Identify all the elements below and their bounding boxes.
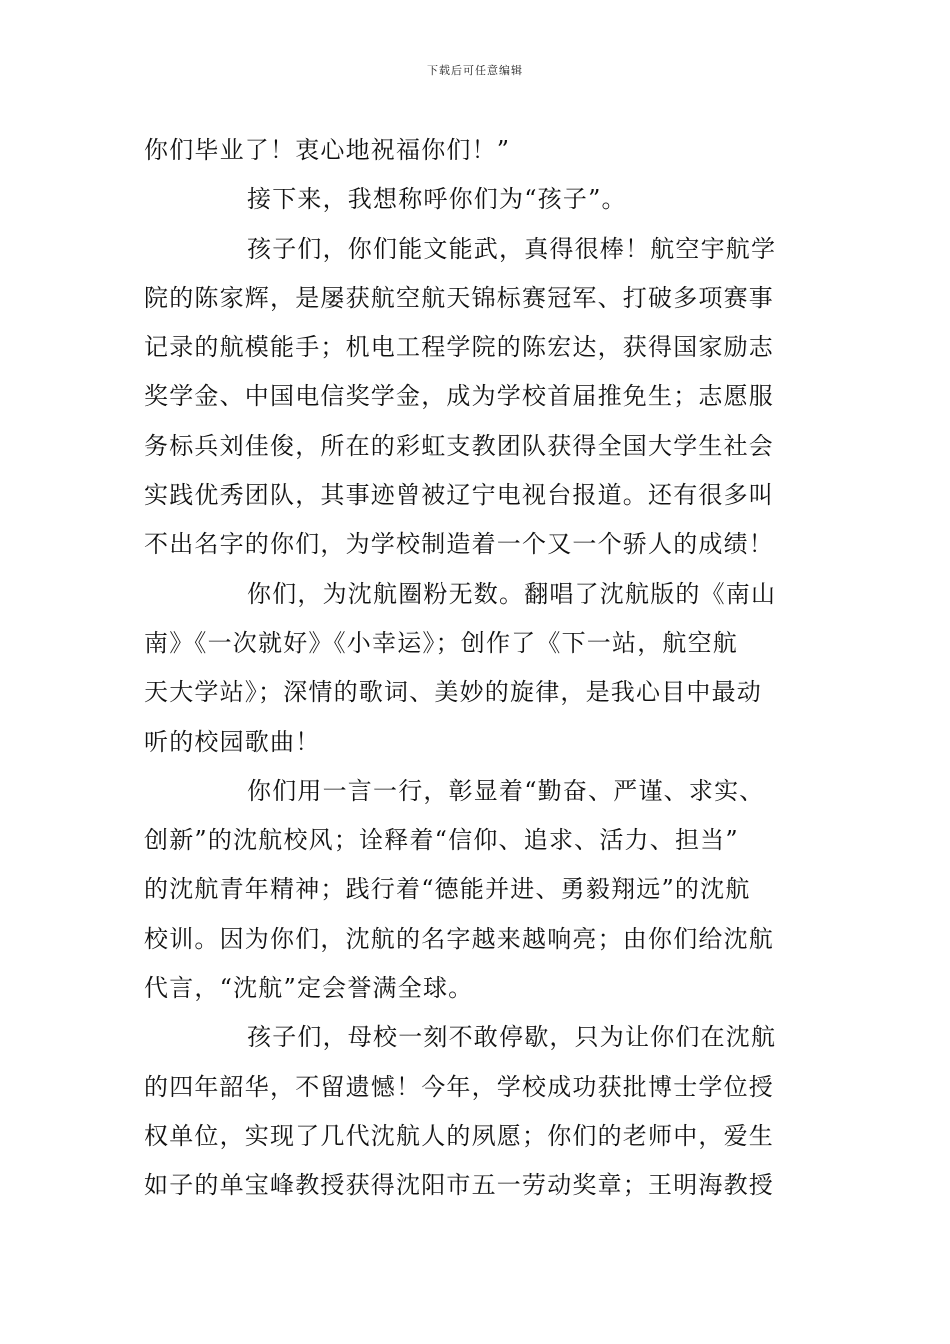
text-line: 实践优秀团队，其事迹曾被辽宁电视台报道。还有很多叫 [144,481,774,510]
text-line: 权单位，实现了几代沈航人的夙愿；你们的老师中，爱生 [144,1121,774,1150]
text-line: 校训。因为你们，沈航的名字越来越响亮；由你们给沈航 [144,924,774,953]
text-line: 你们用一言一行，彰显着“勤奋、严谨、求实、 [247,776,765,805]
text-line: 你们毕业了！衷心地祝福你们！” [144,136,511,164]
page-header: 下载后可任意编辑 [427,64,523,77]
text-line: 南》《一次就好》《小幸运》；创作了《下一站，航空航 [144,628,738,657]
text-line: 听的校园歌曲！ [144,727,321,756]
text-line: 不出名字的你们，为学校制造着一个又一个骄人的成绩！ [144,530,774,559]
text-line: 的四年韶华，不留遗憾！今年，学校成功获批博士学位授 [144,1072,774,1101]
text-line: 如子的单宝峰教授获得沈阳市五一劳动奖章；王明海教授 [144,1171,774,1200]
text-line: 你们，为沈航圈粉无数。翻唱了沈航版的《南山 [247,579,777,608]
text-line: 孩子们，母校一刻不敢停歇，只为让你们在沈航 [247,1023,777,1052]
text-line: 务标兵刘佳俊，所在的彩虹支教团队获得全国大学生社会 [144,431,774,460]
text-line: 代言，“沈航”定会誉满全球。 [144,974,474,1003]
text-line: 天大学站》；深情的歌词、美妙的旋律，是我心目中最动 [144,678,762,707]
text-line: 奖学金、中国电信奖学金，成为学校首届推免生；志愿服 [144,382,774,411]
text-line: 孩子们，你们能文能武，真得很棒！航空宇航学 [247,234,777,263]
text-line: 创新”的沈航校风；诠释着“信仰、追求、活力、担当” [144,826,739,855]
text-line: 的沈航青年精神；践行着“德能并进、勇毅翔远”的沈航 [144,875,751,904]
document-body [144,126,808,1211]
text-line: 院的陈家辉，是屡获航空航天锦标赛冠军、打破多项赛事 [144,283,774,312]
text-line: 记录的航模能手；机电工程学院的陈宏达，获得国家励志 [144,333,774,362]
text-line: 接下来，我想称呼你们为“孩子”。 [247,185,627,214]
